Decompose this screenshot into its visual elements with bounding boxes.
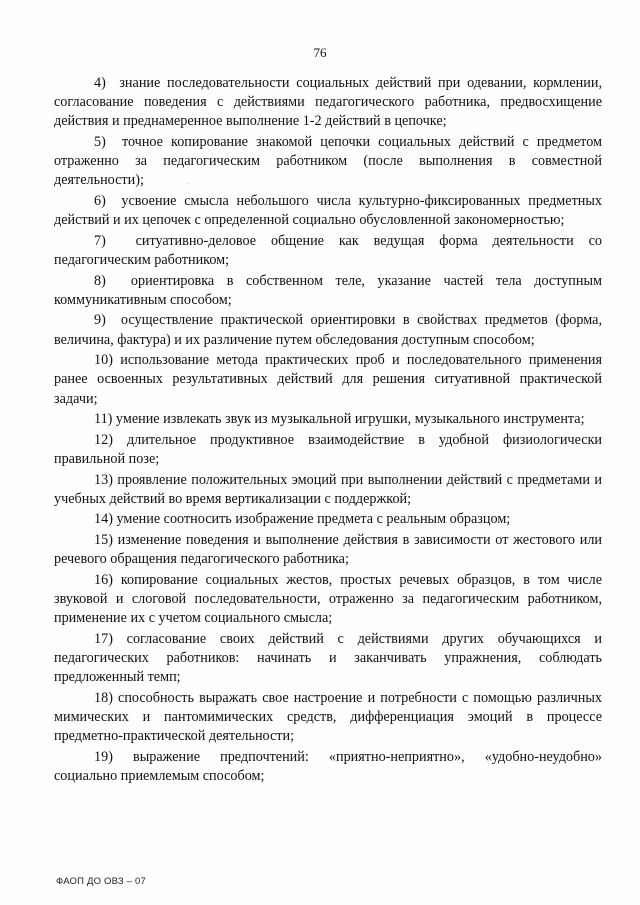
list-content (54, 74, 602, 788)
list-item: 11) умение извлекать звук из музыкальной игрушки, музыкального инструмента; (94, 411, 585, 428)
document-footer: ФАОП ДО ОВЗ – 07 (56, 876, 146, 887)
list-item: 13) проявление положительных эмоций при выполнении действий с предметами и учебных действий во время вертикализации с поддержкой; (54, 471, 602, 507)
list-item: 16) копирование социальных жестов, простых речевых образцов, в том числе звуковой и слоговой последовательности, отраженно за педагогическим работником, применение их с учетом социального смысла; (54, 571, 602, 627)
list-item: 12) длительное продуктивное взаимодействие в удобной физиологически правильной позе; (54, 431, 602, 467)
list-item: 6) усвоение смысла небольшого числа культурно-фиксированных предметных действий и их цепочек с определенной социально обусловленной закономерностью; (54, 193, 602, 229)
list-item: 10) использование метода практических проб и последовательного применения ранее освоенных результативных действий для решения ситуативной практической задачи; (54, 352, 602, 407)
list-item: 14) умение соотносить изображение предмета с реальным образцом; (94, 511, 511, 528)
list-item: 7) ситуативно-деловое общение как ведущая форма деятельности со педагогическим работником; (54, 232, 602, 268)
list-item: 9) осуществление практической ориентировки в свойствах предметов (форма, величина, фактура) и их различение путем обследования доступным способом; (54, 312, 602, 348)
list-item: 8) ориентировка в собственном теле, указание частей тела доступным коммуникативным способом; (54, 272, 602, 308)
list-item: 5) точное копирование знакомой цепочки социальных действий с предметом отраженно за педагогическим работником (после выполнения в совместной деятельности); (54, 134, 602, 189)
list-item: 19) выражение предпочтений: «приятно-неприятно», «удобно-неудобно» социально приемлемым способом; (54, 748, 602, 784)
list-item: 15) изменение поведения и выполнение действия в зависимости от жестового или речевого обращения педагогического работника; (54, 531, 602, 568)
list-item: 17) согласование своих действий с действиями других обучающихся и педагогических работников: начинать и заканчивать упражнения, соблюдать предложенный темп; (54, 630, 602, 686)
scan-speck: ` (186, 182, 189, 191)
page-number: 76 (313, 45, 327, 60)
list-item: 18) способность выражать свое настроение и потребности с помощью различных мимических и пантомимических средств, дифференциация эмоций в процессе предметно-практической деятельности; (54, 689, 602, 745)
list-item: 4) знание последовательности социальных действий при одевании, кормлении, согласование поведения с действиями педагогического работника, предвосхищение действия и преднамеренное выполнение 1-2 действий в цепочке; (54, 75, 602, 130)
